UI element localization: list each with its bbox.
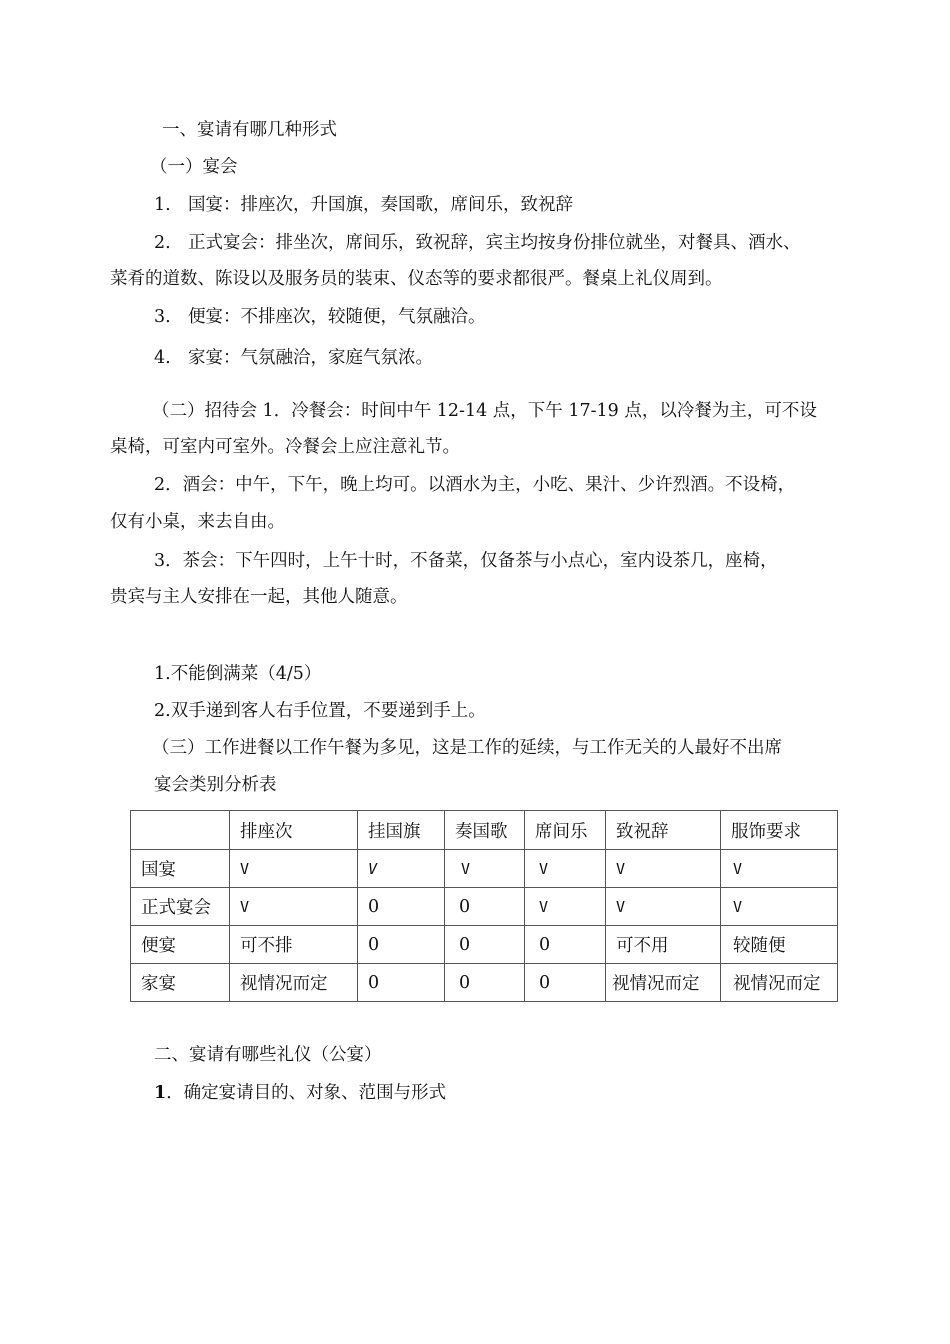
table-cell: 视情况而定 <box>606 964 721 1002</box>
table-cell: V <box>721 850 838 888</box>
reception-line-2-cont: 仅有小桌，来去自由。 <box>110 512 285 532</box>
table-cell: 0 <box>445 926 525 964</box>
table-title: 宴会类别分析表 <box>154 775 277 795</box>
section1-heading: 一、宴请有哪几种形式 <box>162 120 337 140</box>
list-item <box>154 346 433 370</box>
table-cell: V <box>358 850 445 888</box>
table-cell: V <box>525 888 606 926</box>
table-cell: 0 <box>445 964 525 1002</box>
table-row <box>131 888 838 926</box>
table-cell: 便宴 <box>131 926 230 964</box>
table-cell: V <box>606 888 721 926</box>
list-item-number: 2. <box>154 233 171 253</box>
header-cell: 席间乐 <box>525 811 606 850</box>
reception-line-2: 2．酒会：中午，下午，晚上均可。以酒水为主，小吃、果汁、少许烈酒。不设椅， <box>154 475 796 495</box>
header-cell: 致祝辞 <box>606 811 721 850</box>
header-cell: 服饰要求 <box>721 811 838 850</box>
table-header-row <box>131 811 838 850</box>
table-cell: 0 <box>445 888 525 926</box>
header-cell <box>131 811 230 850</box>
section2-item-1 <box>154 1081 446 1105</box>
table-cell: 正式宴会 <box>131 888 230 926</box>
list-item-text: 家宴：气氛融洽，家庭气氛浓。 <box>188 348 433 368</box>
sub1-title: （一）宴会 <box>150 157 238 177</box>
list-item-continuation: 菜肴的道数、陈设以及服务员的装束、仪态等的要求都很严。餐桌上礼仪周到。 <box>110 269 723 289</box>
section2-item-1-number: 1 <box>154 1083 167 1103</box>
reception-line-3: 3．茶会：下午四时，上午十时，不备菜，仅备茶与小点心，室内设茶几，座椅， <box>154 551 778 571</box>
table-cell: V <box>606 850 721 888</box>
table-cell: 国宴 <box>131 850 230 888</box>
table-cell: V <box>721 888 838 926</box>
list-item <box>154 193 573 217</box>
header-cell: 排座次 <box>230 811 358 850</box>
table-cell: 0 <box>525 964 606 1002</box>
header-cell: 奏国歌 <box>445 811 525 850</box>
table-cell: 0 <box>358 888 445 926</box>
note-1: 1.不能倒满菜（4/5） <box>154 664 322 684</box>
note-2: 2.双手递到客人右手位置，不要递到手上。 <box>154 701 486 721</box>
table-cell: V <box>445 850 525 888</box>
banquet-category-table <box>130 810 838 1002</box>
table-cell: V <box>230 888 358 926</box>
table-cell: 家宴 <box>131 964 230 1002</box>
table-row <box>131 850 838 888</box>
table-cell: 0 <box>358 964 445 1002</box>
work-meal-line: （三）工作进餐以工作午餐为多见，这是工作的延续，与工作无关的人最好不出席 <box>152 738 782 758</box>
list-item-text: 国宴：排座次，升国旗，奏国歌，席间乐，致祝辞 <box>188 195 573 215</box>
table-row <box>131 964 838 1002</box>
table-cell: 视情况而定 <box>721 964 838 1002</box>
list-item-number: 4. <box>154 348 171 368</box>
table-cell: 0 <box>525 926 606 964</box>
list-item-number: 3. <box>154 307 171 327</box>
table-cell: 较随便 <box>721 926 838 964</box>
table-cell: 可不用 <box>606 926 721 964</box>
list-item-text: 正式宴会：排坐次，席间乐，致祝辞，宾主均按身份排位就坐，对餐具、酒水、 <box>188 233 801 253</box>
list-item-text: 便宴：不排座次，较随便，气氛融洽。 <box>188 307 486 327</box>
table-cell: V <box>230 850 358 888</box>
table-cell: 0 <box>358 926 445 964</box>
reception-line-1-cont: 桌椅，可室内可室外。冷餐会上应注意礼节。 <box>110 437 460 457</box>
table-cell: V <box>525 850 606 888</box>
table-row <box>131 926 838 964</box>
list-item-number: 1. <box>154 195 171 215</box>
section2-heading: 二、宴请有哪些礼仪（公宴） <box>154 1045 382 1065</box>
reception-line-3-cont: 贵宾与主人安排在一起，其他人随意。 <box>110 587 408 607</box>
table-cell: 视情况而定 <box>230 964 358 1002</box>
reception-line-1: （二）招待会 1．冷餐会：时间中午 12-14 点，下午 17-19 点，以冷餐为主，可不设 <box>152 401 817 421</box>
list-item <box>154 231 801 255</box>
list-item <box>154 305 486 329</box>
table-cell: 可不排 <box>230 926 358 964</box>
section2-item-1-text: ．确定宴请目的、对象、范围与形式 <box>166 1083 447 1103</box>
header-cell: 挂国旗 <box>358 811 445 850</box>
